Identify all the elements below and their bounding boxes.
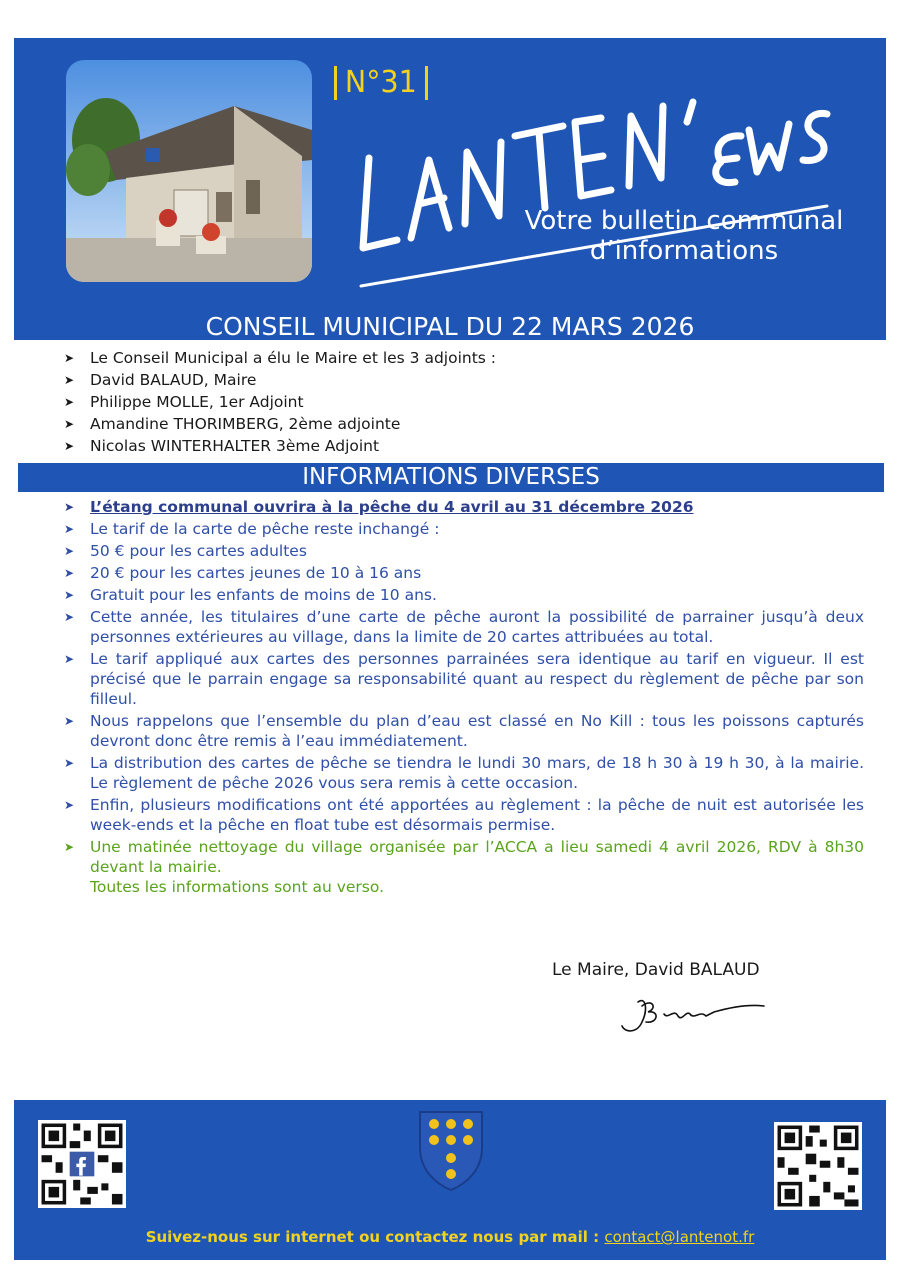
list-item: ➤ Nous rappelons que l’ensemble du plan d’eau est classé en No Kill : tous les poissons capturés devront donc être remis à l’eau immédiatement. bbox=[64, 712, 864, 750]
list-item: ➤ Gratuit pour les enfants de moins de 10 ans. bbox=[64, 586, 437, 604]
arrow-bullet-icon: ➤ bbox=[64, 439, 75, 453]
arrow-bullet-icon: ➤ bbox=[64, 351, 75, 365]
arrow-bullet-icon: ➤ bbox=[64, 544, 75, 558]
list-item: ➤ La distribution des cartes de pêche se tiendra le lundi 30 mars, de 18 h 30 à 19 h 30, à la mairie. Le règlement de pêche 2026 vous sera remis à cette occasion. bbox=[64, 754, 864, 792]
verso-note: Toutes les informations sont au verso. bbox=[90, 878, 384, 896]
list-item: ➤ Amandine THORIMBERG, 2ème adjointe bbox=[64, 415, 401, 433]
arrow-bullet-icon: ➤ bbox=[64, 566, 75, 580]
info-section-bar bbox=[18, 463, 884, 492]
arrow-bullet-icon: ➤ bbox=[64, 417, 75, 431]
arrow-bullet-icon: ➤ bbox=[64, 798, 75, 812]
website-qr-code[interactable] bbox=[774, 1122, 862, 1210]
list-item: ➤ 20 € pour les cartes jeunes de 10 à 16 ans bbox=[64, 564, 422, 582]
town-hall-photo bbox=[66, 60, 312, 282]
mayor-signature-label: Le Maire, David BALAUD bbox=[552, 960, 760, 980]
arrow-bullet-icon: ➤ bbox=[64, 588, 75, 602]
arrow-bullet-icon: ➤ bbox=[64, 522, 75, 536]
list-item: ➤ Philippe MOLLE, 1er Adjoint bbox=[64, 393, 304, 411]
contact-email-link[interactable]: contact@lantenot.fr bbox=[604, 1228, 755, 1246]
arrow-bullet-icon: ➤ bbox=[64, 652, 75, 666]
list-item: ➤ Le Conseil Municipal a élu le Maire et les 3 adjoints : bbox=[64, 349, 497, 367]
list-item: ➤ Le tarif de la carte de pêche reste inchangé : bbox=[64, 520, 440, 538]
list-item: ➤ Une matinée nettoyage du village organisée par l’ACCA a lieu samedi 4 avril 2026, RDV à 8h30 devant la mairie. Toutes les informations sont au verso. bbox=[64, 838, 864, 896]
arrow-bullet-icon: ➤ bbox=[64, 840, 75, 854]
arrow-bullet-icon: ➤ bbox=[64, 373, 75, 387]
list-item: ➤ Enfin, plusieurs modifications ont été apportées au règlement : la pêche de nuit est autorisée les week-ends et la pêche en float tube est désormais permise. bbox=[64, 796, 864, 834]
footer-banner bbox=[14, 1100, 886, 1260]
issue-number: N°31 bbox=[334, 66, 428, 100]
header-banner bbox=[14, 38, 886, 340]
arrow-bullet-icon: ➤ bbox=[64, 714, 75, 728]
arrow-bullet-icon: ➤ bbox=[64, 395, 75, 409]
info-list bbox=[64, 497, 864, 899]
info-section-title: INFORMATIONS DIVERSES bbox=[302, 464, 600, 490]
list-item: ➤ David BALAUD, Maire bbox=[64, 371, 257, 389]
council-list bbox=[64, 348, 496, 458]
arrow-bullet-icon: ➤ bbox=[64, 610, 75, 624]
council-section-title: CONSEIL MUNICIPAL DU 22 MARS 2026 bbox=[205, 312, 695, 341]
mayor-signature bbox=[618, 990, 768, 1038]
list-item: ➤ Nicolas WINTERHALTER 3ème Adjoint bbox=[64, 437, 380, 455]
list-item: ➤ L’étang communal ouvrira à la pêche du 4 avril au 31 décembre 2026 bbox=[64, 498, 694, 516]
list-item: ➤ Le tarif appliqué aux cartes des personnes parrainées sera identique au tarif en vigueur. Il est précisé que le parrain engage sa responsabilité quant au respect du règlement de pêche par son filleul. bbox=[64, 650, 864, 708]
list-item: ➤ Cette année, les titulaires d’une carte de pêche auront la possibilité de parrainer jusqu’à deux personnes extérieures au village, dans la limite de 20 cartes attribuées au total. bbox=[64, 608, 864, 646]
town-crest bbox=[416, 1108, 486, 1192]
list-item: ➤ 50 € pour les cartes adultes bbox=[64, 542, 307, 560]
arrow-bullet-icon: ➤ bbox=[64, 500, 75, 514]
facebook-qr-code[interactable] bbox=[38, 1120, 126, 1208]
arrow-bullet-icon: ➤ bbox=[64, 756, 75, 770]
footer-contact: Suivez-nous sur internet ou contactez nous par mail : contact@lantenot.fr bbox=[145, 1228, 755, 1246]
newsletter-subtitle: Votre bulletin communal d’informations bbox=[524, 206, 844, 266]
